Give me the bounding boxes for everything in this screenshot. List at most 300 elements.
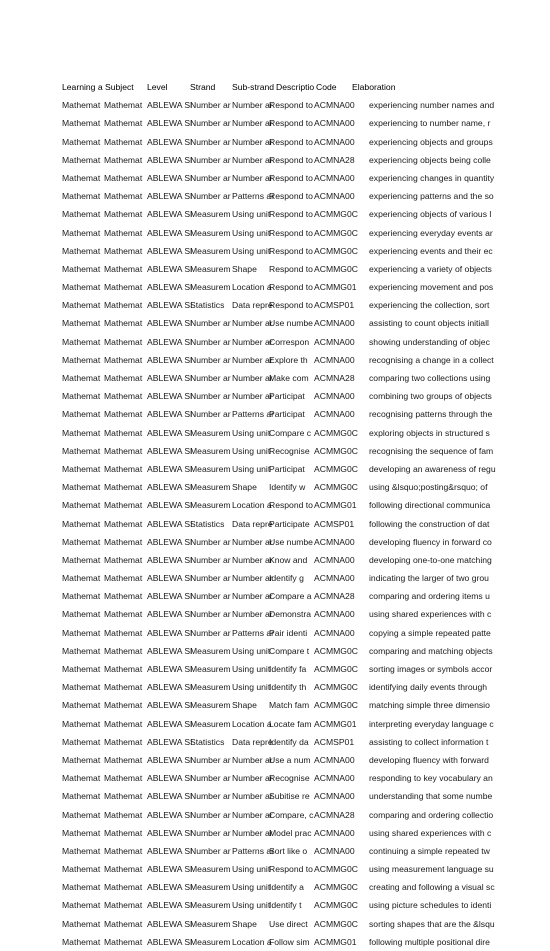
cell-code: ACMMG01 bbox=[314, 936, 357, 947]
cell-strand: Measurem bbox=[190, 209, 231, 220]
cell-description: Respond to bbox=[269, 263, 313, 274]
cell-description: Model prac bbox=[269, 827, 312, 838]
cell-subject: Mathemat bbox=[104, 573, 143, 584]
cell-level: ABLEWA SI bbox=[147, 736, 193, 747]
cell-sub-strand: Using unit bbox=[232, 245, 271, 256]
cell-strand: Measurem bbox=[190, 645, 231, 656]
cell-code: ACMNA00 bbox=[314, 118, 355, 129]
cell-learning-area: Mathemat bbox=[62, 918, 101, 929]
cell-description: Respond to bbox=[269, 136, 313, 147]
table-row bbox=[62, 933, 512, 951]
cell-sub-strand: Patterns ar bbox=[232, 191, 275, 202]
table-row bbox=[62, 660, 512, 678]
cell-description: Respond to bbox=[269, 500, 313, 511]
table-row bbox=[62, 478, 512, 496]
cell-subject: Mathemat bbox=[104, 700, 143, 711]
cell-sub-strand: Using unit bbox=[232, 209, 271, 220]
cell-sub-strand: Shape bbox=[232, 263, 257, 274]
spreadsheet bbox=[62, 78, 512, 951]
cell-description: Correspon bbox=[269, 336, 310, 347]
cell-code: ACMMG0C bbox=[314, 882, 358, 893]
cell-elaboration: following directional communica bbox=[369, 500, 491, 511]
cell-level: ABLEWA SI bbox=[147, 609, 193, 620]
table-row bbox=[62, 187, 512, 205]
table-row bbox=[62, 896, 512, 914]
cell-strand: Measurem bbox=[190, 918, 231, 929]
cell-learning-area: Mathemat bbox=[62, 700, 101, 711]
cell-level: ABLEWA SI bbox=[147, 245, 193, 256]
cell-level: ABLEWA SI bbox=[147, 409, 193, 420]
cell-subject: Mathemat bbox=[104, 754, 143, 765]
cell-subject: Mathemat bbox=[104, 500, 143, 511]
cell-code: ACMMG0C bbox=[314, 482, 358, 493]
cell-code: ACMNA28 bbox=[314, 809, 355, 820]
cell-elaboration: using measurement language su bbox=[369, 864, 494, 875]
cell-description: Demonstra bbox=[269, 609, 312, 620]
cell-description: Participate bbox=[269, 518, 310, 529]
cell-subject: Mathemat bbox=[104, 845, 143, 856]
cell-strand: Measurem bbox=[190, 500, 231, 511]
cell-sub-strand: Using unit bbox=[232, 427, 271, 438]
cell-strand: Number ar bbox=[190, 136, 231, 147]
cell-elaboration: creating and following a visual sc bbox=[369, 882, 495, 893]
cell-sub-strand: Number ar bbox=[232, 172, 273, 183]
cell-elaboration: experiencing number names and bbox=[369, 100, 495, 111]
cell-description: Sort like o bbox=[269, 845, 308, 856]
cell-code: ACMSP01 bbox=[314, 736, 355, 747]
table-row bbox=[62, 842, 512, 860]
cell-code: ACMNA00 bbox=[314, 100, 355, 111]
cell-sub-strand: Location a bbox=[232, 282, 272, 293]
header-description: Descriptio bbox=[276, 82, 315, 92]
cell-strand: Measurem bbox=[190, 245, 231, 256]
cell-elaboration: experiencing movement and pos bbox=[369, 282, 494, 293]
cell-code: ACMNA00 bbox=[314, 409, 355, 420]
cell-learning-area: Mathemat bbox=[62, 354, 101, 365]
cell-code: ACMMG0C bbox=[314, 900, 358, 911]
cell-sub-strand: Using unit bbox=[232, 682, 271, 693]
header-strand: Strand bbox=[190, 82, 216, 92]
cell-level: ABLEWA SI bbox=[147, 700, 193, 711]
cell-description: Use numbe bbox=[269, 318, 313, 329]
cell-strand: Number ar bbox=[190, 573, 231, 584]
cell-description: Identify w bbox=[269, 482, 306, 493]
cell-learning-area: Mathemat bbox=[62, 336, 101, 347]
cell-description: Recognise bbox=[269, 445, 310, 456]
cell-level: ABLEWA SI bbox=[147, 536, 193, 547]
cell-subject: Mathemat bbox=[104, 773, 143, 784]
cell-elaboration: using shared experiences with c bbox=[369, 827, 492, 838]
cell-subject: Mathemat bbox=[104, 427, 143, 438]
cell-level: ABLEWA SI bbox=[147, 227, 193, 238]
cell-code: ACMMG0C bbox=[314, 445, 358, 456]
cell-sub-strand: Patterns ar bbox=[232, 845, 275, 856]
cell-subject: Mathemat bbox=[104, 864, 143, 875]
cell-code: ACMNA00 bbox=[314, 318, 355, 329]
cell-subject: Mathemat bbox=[104, 263, 143, 274]
cell-elaboration: experiencing everyday events ar bbox=[369, 227, 493, 238]
cell-description: Use direct bbox=[269, 918, 308, 929]
cell-sub-strand: Number ar bbox=[232, 754, 273, 765]
cell-learning-area: Mathemat bbox=[62, 373, 101, 383]
cell-level: ABLEWA SI bbox=[147, 300, 193, 311]
table-row bbox=[62, 405, 512, 423]
table-row bbox=[62, 824, 512, 842]
cell-subject: Mathemat bbox=[104, 718, 143, 729]
cell-subject: Mathemat bbox=[104, 518, 143, 529]
table-row bbox=[62, 278, 512, 296]
cell-description: Respond to bbox=[269, 172, 313, 183]
cell-level: ABLEWA SI bbox=[147, 627, 193, 638]
cell-strand: Number ar bbox=[190, 336, 231, 347]
cell-code: ACMNA00 bbox=[314, 773, 355, 784]
cell-description: Respond to bbox=[269, 282, 313, 293]
cell-subject: Mathemat bbox=[104, 354, 143, 365]
cell-sub-strand: Number ar bbox=[232, 354, 273, 365]
cell-code: ACMNA00 bbox=[314, 609, 355, 620]
cell-level: ABLEWA SI bbox=[147, 882, 193, 893]
cell-sub-strand: Number ar bbox=[232, 773, 273, 784]
header-learning-area: Learning a Subject bbox=[62, 82, 134, 92]
cell-level: ABLEWA SI bbox=[147, 136, 193, 147]
table-body bbox=[62, 96, 512, 951]
cell-code: ACMNA00 bbox=[314, 573, 355, 584]
cell-elaboration: experiencing objects and groups bbox=[369, 136, 493, 147]
cell-code: ACMNA00 bbox=[314, 754, 355, 765]
cell-elaboration: experiencing patterns and the so bbox=[369, 191, 494, 202]
cell-description: Identify g bbox=[269, 573, 304, 584]
cell-strand: Measurem bbox=[190, 263, 231, 274]
cell-description: Use numbe bbox=[269, 536, 313, 547]
cell-learning-area: Mathemat bbox=[62, 554, 101, 565]
cell-sub-strand: Number ar bbox=[232, 591, 273, 602]
cell-subject: Mathemat bbox=[104, 627, 143, 638]
cell-code: ACMNA00 bbox=[314, 827, 355, 838]
cell-level: ABLEWA SI bbox=[147, 191, 193, 202]
cell-learning-area: Mathemat bbox=[62, 100, 101, 111]
cell-strand: Measurem bbox=[190, 482, 231, 493]
cell-strand: Number ar bbox=[190, 191, 231, 202]
cell-elaboration: experiencing changes in quantity bbox=[369, 172, 495, 183]
cell-learning-area: Mathemat bbox=[62, 536, 101, 547]
cell-level: ABLEWA SI bbox=[147, 209, 193, 220]
cell-level: ABLEWA SI bbox=[147, 373, 193, 383]
cell-elaboration: experiencing the collection, sort bbox=[369, 300, 490, 311]
cell-code: ACMNA28 bbox=[314, 154, 355, 165]
table-row bbox=[62, 496, 512, 514]
cell-strand: Number ar bbox=[190, 100, 231, 111]
cell-description: Identify th bbox=[269, 682, 307, 693]
cell-sub-strand: Using unit bbox=[232, 445, 271, 456]
header-code: Code bbox=[316, 82, 337, 92]
header-sub-strand: Sub-strand bbox=[232, 82, 275, 92]
cell-level: ABLEWA SI bbox=[147, 500, 193, 511]
cell-learning-area: Mathemat bbox=[62, 191, 101, 202]
cell-subject: Mathemat bbox=[104, 282, 143, 293]
cell-elaboration: developing fluency in forward co bbox=[369, 536, 492, 547]
cell-sub-strand: Number ar bbox=[232, 573, 273, 584]
table-row bbox=[62, 642, 512, 660]
cell-strand: Number ar bbox=[190, 554, 231, 565]
cell-code: ACMMG0C bbox=[314, 864, 358, 875]
cell-elaboration: responding to key vocabulary an bbox=[369, 773, 493, 784]
cell-elaboration: following multiple positional dire bbox=[369, 936, 490, 947]
cell-learning-area: Mathemat bbox=[62, 718, 101, 729]
table-row bbox=[62, 915, 512, 933]
cell-learning-area: Mathemat bbox=[62, 282, 101, 293]
cell-learning-area: Mathemat bbox=[62, 682, 101, 693]
cell-level: ABLEWA SI bbox=[147, 100, 193, 111]
cell-sub-strand: Shape bbox=[232, 700, 257, 711]
cell-sub-strand: Number ar bbox=[232, 154, 273, 165]
cell-description: Identify t bbox=[269, 900, 302, 911]
cell-code: ACMNA00 bbox=[314, 391, 355, 402]
cell-elaboration: experiencing a variety of objects bbox=[369, 263, 492, 274]
cell-level: ABLEWA SI bbox=[147, 591, 193, 602]
cell-learning-area: Mathemat bbox=[62, 300, 101, 311]
cell-learning-area: Mathemat bbox=[62, 791, 101, 802]
cell-level: ABLEWA SI bbox=[147, 664, 193, 674]
cell-learning-area: Mathemat bbox=[62, 391, 101, 402]
table-row bbox=[62, 715, 512, 733]
cell-elaboration: experiencing to number name, r bbox=[369, 118, 491, 129]
cell-subject: Mathemat bbox=[104, 482, 143, 493]
cell-learning-area: Mathemat bbox=[62, 409, 101, 420]
cell-code: ACMMG0C bbox=[314, 463, 358, 474]
table-row bbox=[62, 515, 512, 533]
cell-learning-area: Mathemat bbox=[62, 936, 101, 947]
cell-description: Respond to bbox=[269, 118, 313, 129]
cell-subject: Mathemat bbox=[104, 463, 143, 474]
cell-strand: Number ar bbox=[190, 154, 231, 165]
table-row bbox=[62, 387, 512, 405]
cell-strand: Number ar bbox=[190, 118, 231, 129]
cell-sub-strand: Number ar bbox=[232, 100, 273, 111]
cell-subject: Mathemat bbox=[104, 664, 143, 674]
cell-sub-strand: Number ar bbox=[232, 827, 273, 838]
cell-description: Follow sim bbox=[269, 936, 310, 947]
table-row bbox=[62, 260, 512, 278]
cell-code: ACMNA00 bbox=[314, 627, 355, 638]
table-row bbox=[62, 296, 512, 314]
cell-elaboration: using &lsquo;posting&rsquo; of bbox=[369, 482, 488, 493]
cell-subject: Mathemat bbox=[104, 100, 143, 111]
header-row bbox=[62, 78, 512, 96]
cell-description: Identify fa bbox=[269, 664, 307, 674]
cell-subject: Mathemat bbox=[104, 554, 143, 565]
cell-sub-strand: Number ar bbox=[232, 609, 273, 620]
cell-subject: Mathemat bbox=[104, 318, 143, 329]
cell-sub-strand: Number ar bbox=[232, 536, 273, 547]
cell-sub-strand: Patterns ar bbox=[232, 409, 275, 420]
cell-sub-strand: Number ar bbox=[232, 809, 273, 820]
cell-elaboration: experiencing objects being colle bbox=[369, 154, 491, 165]
cell-elaboration: showing understanding of objec bbox=[369, 336, 490, 347]
cell-level: ABLEWA SI bbox=[147, 827, 193, 838]
cell-code: ACMNA28 bbox=[314, 373, 355, 383]
cell-elaboration: developing fluency with forward bbox=[369, 754, 489, 765]
cell-level: ABLEWA SI bbox=[147, 282, 193, 293]
table-row bbox=[62, 114, 512, 132]
cell-elaboration: interpreting everyday language c bbox=[369, 718, 494, 729]
cell-level: ABLEWA SI bbox=[147, 773, 193, 784]
cell-level: ABLEWA SI bbox=[147, 864, 193, 875]
cell-strand: Number ar bbox=[190, 845, 231, 856]
cell-sub-strand: Number ar bbox=[232, 136, 273, 147]
cell-level: ABLEWA SI bbox=[147, 518, 193, 529]
cell-description: Know and bbox=[269, 554, 308, 565]
cell-code: ACMMG0C bbox=[314, 700, 358, 711]
cell-learning-area: Mathemat bbox=[62, 573, 101, 584]
cell-description: Recognise bbox=[269, 773, 310, 784]
cell-code: ACMNA00 bbox=[314, 336, 355, 347]
cell-learning-area: Mathemat bbox=[62, 318, 101, 329]
cell-elaboration: combining two groups of objects bbox=[369, 391, 492, 402]
cell-learning-area: Mathemat bbox=[62, 627, 101, 638]
cell-learning-area: Mathemat bbox=[62, 664, 101, 674]
cell-code: ACMNA00 bbox=[314, 845, 355, 856]
cell-strand: Measurem bbox=[190, 936, 231, 947]
cell-strand: Measurem bbox=[190, 227, 231, 238]
cell-level: ABLEWA SI bbox=[147, 318, 193, 329]
cell-elaboration: recognising patterns through the bbox=[369, 409, 493, 420]
table-row bbox=[62, 205, 512, 223]
cell-learning-area: Mathemat bbox=[62, 209, 101, 220]
cell-sub-strand: Data repre bbox=[232, 518, 273, 529]
cell-elaboration: developing an awareness of regu bbox=[369, 463, 496, 474]
cell-learning-area: Mathemat bbox=[62, 900, 101, 911]
cell-code: ACMNA28 bbox=[314, 591, 355, 602]
cell-subject: Mathemat bbox=[104, 809, 143, 820]
cell-code: ACMNA00 bbox=[314, 791, 355, 802]
cell-learning-area: Mathemat bbox=[62, 773, 101, 784]
cell-sub-strand: Using unit bbox=[232, 664, 271, 674]
header-level: Level bbox=[147, 82, 168, 92]
cell-strand: Measurem bbox=[190, 700, 231, 711]
cell-sub-strand: Shape bbox=[232, 918, 257, 929]
cell-code: ACMMG01 bbox=[314, 500, 357, 511]
cell-level: ABLEWA SI bbox=[147, 573, 193, 584]
cell-strand: Number ar bbox=[190, 536, 231, 547]
table-row bbox=[62, 460, 512, 478]
cell-code: ACMMG0C bbox=[314, 245, 358, 256]
cell-strand: Number ar bbox=[190, 827, 231, 838]
cell-subject: Mathemat bbox=[104, 172, 143, 183]
table-row bbox=[62, 860, 512, 878]
table-row bbox=[62, 242, 512, 260]
cell-strand: Number ar bbox=[190, 809, 231, 820]
cell-learning-area: Mathemat bbox=[62, 827, 101, 838]
cell-learning-area: Mathemat bbox=[62, 136, 101, 147]
cell-level: ABLEWA SI bbox=[147, 845, 193, 856]
cell-elaboration: identifying daily events through bbox=[369, 682, 488, 693]
cell-strand: Number ar bbox=[190, 373, 231, 383]
cell-level: ABLEWA SI bbox=[147, 645, 193, 656]
cell-strand: Statistics bbox=[190, 518, 225, 529]
cell-elaboration: matching simple three dimensio bbox=[369, 700, 490, 711]
cell-elaboration: comparing two collections using bbox=[369, 373, 491, 383]
cell-sub-strand: Using unit bbox=[232, 645, 271, 656]
cell-level: ABLEWA SI bbox=[147, 918, 193, 929]
cell-level: ABLEWA SI bbox=[147, 118, 193, 129]
cell-description: Compare t bbox=[269, 645, 310, 656]
cell-code: ACMMG0C bbox=[314, 263, 358, 274]
cell-level: ABLEWA SI bbox=[147, 809, 193, 820]
cell-elaboration: indicating the larger of two grou bbox=[369, 573, 489, 584]
cell-strand: Number ar bbox=[190, 354, 231, 365]
cell-level: ABLEWA SI bbox=[147, 172, 193, 183]
cell-description: Identify a bbox=[269, 882, 304, 893]
cell-elaboration: continuing a simple repeated tw bbox=[369, 845, 490, 856]
cell-description: Respond to bbox=[269, 191, 313, 202]
cell-elaboration: recognising a change in a collect bbox=[369, 354, 494, 365]
cell-subject: Mathemat bbox=[104, 191, 143, 202]
table-row bbox=[62, 533, 512, 551]
cell-code: ACMMG0C bbox=[314, 427, 358, 438]
cell-strand: Number ar bbox=[190, 791, 231, 802]
cell-sub-strand: Using unit bbox=[232, 227, 271, 238]
cell-learning-area: Mathemat bbox=[62, 118, 101, 129]
cell-elaboration: comparing and ordering collectio bbox=[369, 809, 494, 820]
cell-subject: Mathemat bbox=[104, 227, 143, 238]
cell-subject: Mathemat bbox=[104, 645, 143, 656]
cell-description: Participat bbox=[269, 391, 305, 402]
cell-sub-strand: Number ar bbox=[232, 318, 273, 329]
cell-elaboration: sorting images or symbols accor bbox=[369, 664, 493, 674]
cell-level: ABLEWA SI bbox=[147, 445, 193, 456]
cell-description: Respond to bbox=[269, 154, 313, 165]
cell-code: ACMSP01 bbox=[314, 300, 355, 311]
table-row bbox=[62, 169, 512, 187]
cell-level: ABLEWA SI bbox=[147, 427, 193, 438]
cell-description: Locate fam bbox=[269, 718, 312, 729]
cell-strand: Measurem bbox=[190, 864, 231, 875]
table-row bbox=[62, 442, 512, 460]
cell-strand: Number ar bbox=[190, 318, 231, 329]
cell-subject: Mathemat bbox=[104, 154, 143, 165]
cell-elaboration: using shared experiences with c bbox=[369, 609, 492, 620]
cell-code: ACMNA00 bbox=[314, 536, 355, 547]
cell-learning-area: Mathemat bbox=[62, 482, 101, 493]
cell-learning-area: Mathemat bbox=[62, 172, 101, 183]
cell-sub-strand: Number ar bbox=[232, 336, 273, 347]
cell-level: ABLEWA SI bbox=[147, 791, 193, 802]
table-row bbox=[62, 424, 512, 442]
cell-elaboration: experiencing events and their ec bbox=[369, 245, 493, 256]
cell-elaboration: assisting to count objects initiall bbox=[369, 318, 489, 329]
cell-subject: Mathemat bbox=[104, 882, 143, 893]
cell-strand: Measurem bbox=[190, 664, 231, 674]
cell-subject: Mathemat bbox=[104, 936, 143, 947]
cell-description: Compare c bbox=[269, 427, 312, 438]
cell-description: Explore th bbox=[269, 354, 308, 365]
cell-learning-area: Mathemat bbox=[62, 736, 101, 747]
cell-level: ABLEWA SI bbox=[147, 354, 193, 365]
cell-learning-area: Mathemat bbox=[62, 427, 101, 438]
cell-learning-area: Mathemat bbox=[62, 845, 101, 856]
table-row bbox=[62, 696, 512, 714]
table-row bbox=[62, 806, 512, 824]
cell-code: ACMMG0C bbox=[314, 918, 358, 929]
cell-sub-strand: Using unit bbox=[232, 900, 271, 911]
table-row bbox=[62, 769, 512, 787]
cell-sub-strand: Patterns ar bbox=[232, 627, 275, 638]
cell-subject: Mathemat bbox=[104, 918, 143, 929]
cell-learning-area: Mathemat bbox=[62, 882, 101, 893]
cell-strand: Number ar bbox=[190, 754, 231, 765]
cell-elaboration: sorting shapes that are the &lsqu bbox=[369, 918, 495, 929]
table-row bbox=[62, 133, 512, 151]
